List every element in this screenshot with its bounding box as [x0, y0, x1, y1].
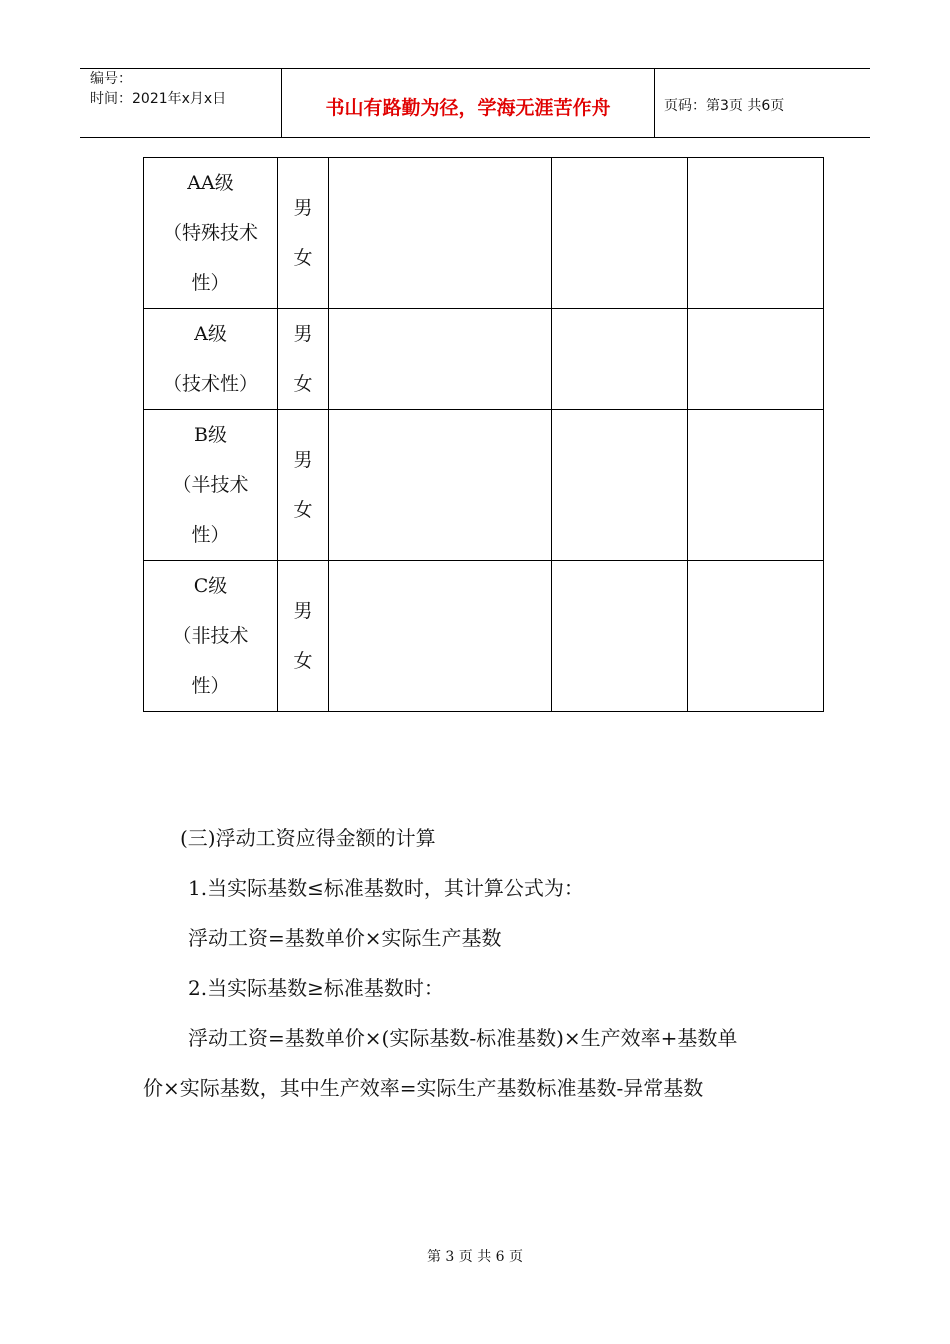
formula-2-line-2: 价×实际基数，其中生产效率=实际生产基数标准基数-异常基数 — [143, 1076, 704, 1100]
male-label: 男 — [293, 197, 313, 219]
female-label: 女 — [293, 650, 313, 672]
male-label: 男 — [293, 323, 313, 345]
grade-table — [143, 157, 824, 712]
grade-desc: （特殊技术 — [162, 222, 258, 244]
grade-desc: （技术性） — [162, 373, 258, 395]
header-motto-cell — [281, 69, 655, 137]
number-label: 编号： — [90, 71, 132, 87]
page-footer: 第 3 页 共 6 页 — [426, 1249, 524, 1265]
empty-cell — [329, 158, 552, 309]
empty-cell — [688, 158, 824, 309]
time-label: 时间：2021年x月x日 — [90, 91, 227, 107]
sex-cell — [278, 410, 329, 561]
empty-cell — [552, 410, 688, 561]
male-label: 男 — [293, 449, 313, 471]
header-meta — [80, 69, 281, 137]
empty-cell — [688, 561, 824, 712]
sex-cell — [278, 158, 329, 309]
empty-cell — [329, 561, 552, 712]
female-label: 女 — [293, 499, 313, 521]
empty-cell — [329, 309, 552, 410]
grade-desc: （半技术 — [172, 474, 249, 496]
table-row — [144, 309, 824, 410]
grade-cell — [144, 309, 278, 410]
empty-cell — [552, 309, 688, 410]
empty-cell — [552, 158, 688, 309]
empty-cell — [688, 410, 824, 561]
table-row — [144, 410, 824, 561]
item-1: 1.当实际基数≤标准基数时，其计算公式为： — [188, 876, 584, 900]
grade-cell — [144, 561, 278, 712]
formula-2-line-1: 浮动工资=基数单价×(实际基数-标准基数)×生产效率+基数单 — [188, 1026, 738, 1050]
page-info: 页码：第3页 共6页 — [664, 98, 785, 114]
sex-cell — [278, 309, 329, 410]
motto-text: 书山有路勤为径，学海无涯苦作舟 — [325, 97, 611, 119]
female-label: 女 — [293, 247, 313, 269]
grade-desc: 性） — [191, 675, 230, 697]
header-page-cell — [654, 69, 870, 137]
formula-1: 浮动工资=基数单价×实际生产基数 — [188, 926, 502, 950]
grade-desc: （非技术 — [172, 625, 249, 647]
table-row — [144, 158, 824, 309]
table-row — [144, 561, 824, 712]
grade-name: AA级 — [187, 172, 234, 194]
page-header — [80, 68, 870, 138]
empty-cell — [688, 309, 824, 410]
empty-cell — [329, 410, 552, 561]
empty-cell — [552, 561, 688, 712]
grade-name: A级 — [194, 323, 227, 345]
grade-cell — [144, 410, 278, 561]
section-heading: (三)浮动工资应得金额的计算 — [180, 826, 436, 850]
item-2: 2.当实际基数≥标准基数时： — [188, 976, 444, 1000]
sex-cell — [278, 561, 329, 712]
grade-name: B级 — [194, 424, 227, 446]
female-label: 女 — [293, 373, 313, 395]
grade-desc: 性） — [191, 272, 230, 294]
male-label: 男 — [293, 600, 313, 622]
grade-desc: 性） — [191, 524, 230, 546]
grade-cell — [144, 158, 278, 309]
grade-name: C级 — [193, 575, 228, 597]
